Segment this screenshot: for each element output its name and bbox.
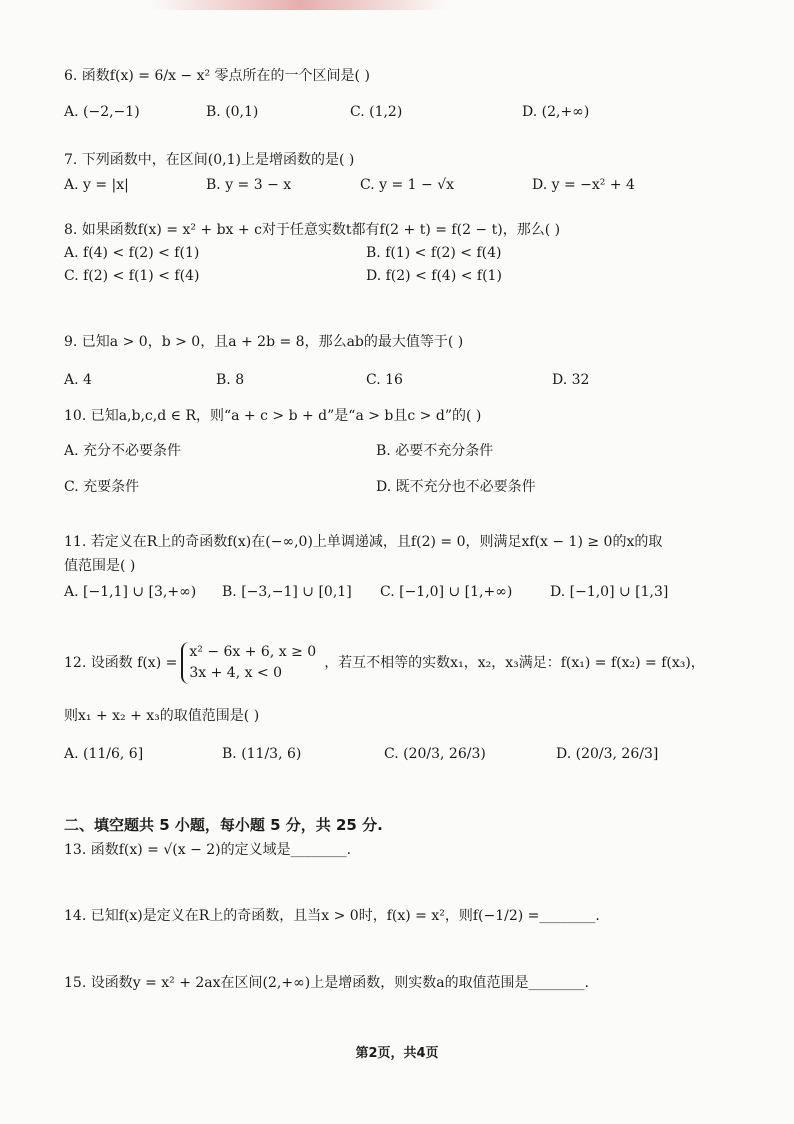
q12-prefix: 12. 设函数 f(x) = [64,655,178,671]
question-9-stem: 9. 已知a > 0，b > 0，且a + 2b = 8，那么ab的最大值等于( ) [64,334,464,350]
fill-question-14: 14. 已知f(x)是定义在R上的奇函数，且当x > 0时，f(x) = x²，则f(−1/2) =________. [64,908,600,924]
q12-option-d[interactable]: D. (20/3, 26/3] [556,746,659,762]
q12-option-a[interactable]: A. (11/6, 6] [64,746,144,762]
page-footer: 第2页，共4页 [355,1046,439,1061]
q12-case-1: x² − 6x + 6, x ≥ 0 [189,644,317,660]
q12-option-b[interactable]: B. (11/3, 6) [222,746,302,762]
fill-question-13: 13. 函数f(x) = √(x − 2)的定义域是________. [64,842,352,858]
q8-option-d[interactable]: D. f(2) < f(4) < f(1) [366,268,502,284]
q6-option-d[interactable]: D. (2,+∞) [522,104,590,120]
question-11-stem-line1: 11. 若定义在R上的奇函数f(x)在(−∞,0)上单调递减，且f(2) = 0，则满足xf(x − 1) ≥ 0的x的取 [64,534,663,550]
q8-option-b[interactable]: B. f(1) < f(2) < f(4) [366,245,502,261]
q8-option-c[interactable]: C. f(2) < f(1) < f(4) [64,268,200,284]
question-6-stem: 6. 函数f(x) = 6/x − x² 零点所在的一个区间是( ) [64,68,370,84]
q12-option-c[interactable]: C. (20/3, 26/3) [384,746,486,762]
q9-option-d[interactable]: D. 32 [552,372,590,388]
q11-option-b[interactable]: B. [−3,−1] ∪ [0,1] [222,584,352,600]
q10-option-b[interactable]: B. 必要不充分条件 [376,443,494,459]
q7-option-c[interactable]: C. y = 1 − √x [360,177,455,193]
q10-option-a[interactable]: A. 充分不必要条件 [64,443,182,459]
q11-option-c[interactable]: C. [−1,0] ∪ [1,+∞) [380,584,513,600]
q10-option-c[interactable]: C. 充要条件 [64,479,140,495]
fill-question-15: 15. 设函数y = x² + 2ax在区间(2,+∞)上是增函数，则实数a的取值范围是________. [64,975,590,991]
question-7-stem: 7. 下列函数中，在区间(0,1)上是增函数的是( ) [64,152,355,168]
q6-option-a[interactable]: A. (−2,−1) [64,104,140,120]
q9-option-b[interactable]: B. 8 [216,372,245,388]
q7-option-b[interactable]: B. y = 3 − x [206,177,292,193]
q7-option-d[interactable]: D. y = −x² + 4 [532,177,635,193]
q12-case-2: 3x + 4, x < 0 [189,665,283,681]
q6-option-c[interactable]: C. (1,2) [350,104,403,120]
question-12-stem-line1 [64,642,705,684]
q11-option-d[interactable]: D. [−1,0] ∪ [1,3] [550,584,669,600]
q8-option-a[interactable]: A. f(4) < f(2) < f(1) [64,245,200,261]
red-stamp-mark [150,0,450,10]
q9-option-a[interactable]: A. 4 [64,372,92,388]
q12-suffix: ，若互不相等的实数x₁，x₂，x₃满足：f(x₁) = f(x₂) = f(x₃)， [324,655,705,671]
piecewise-brace [181,642,320,684]
q11-option-a[interactable]: A. [−1,1] ∪ [3,+∞) [64,584,197,600]
question-12-stem-line2: 则x₁ + x₂ + x₃的取值范围是( ) [64,708,260,724]
question-11-stem-line2: 值范围是( ) [64,558,136,574]
q7-option-a[interactable]: A. y = |x| [64,177,129,193]
section-2-heading: 二、填空题共 5 小题，每小题 5 分，共 25 分. [64,816,383,834]
q10-option-d[interactable]: D. 既不充分也不必要条件 [376,479,536,495]
q9-option-c[interactable]: C. 16 [366,372,403,388]
question-8-stem: 8. 如果函数f(x) = x² + bx + c对于任意实数t都有f(2 + t) = f(2 − t)，那么( ) [64,222,561,238]
question-10-stem: 10. 已知a,b,c,d ∈ R，则“a + c > b + d”是“a > b且c > d”的( ) [64,408,482,424]
q6-option-b[interactable]: B. (0,1) [206,104,259,120]
